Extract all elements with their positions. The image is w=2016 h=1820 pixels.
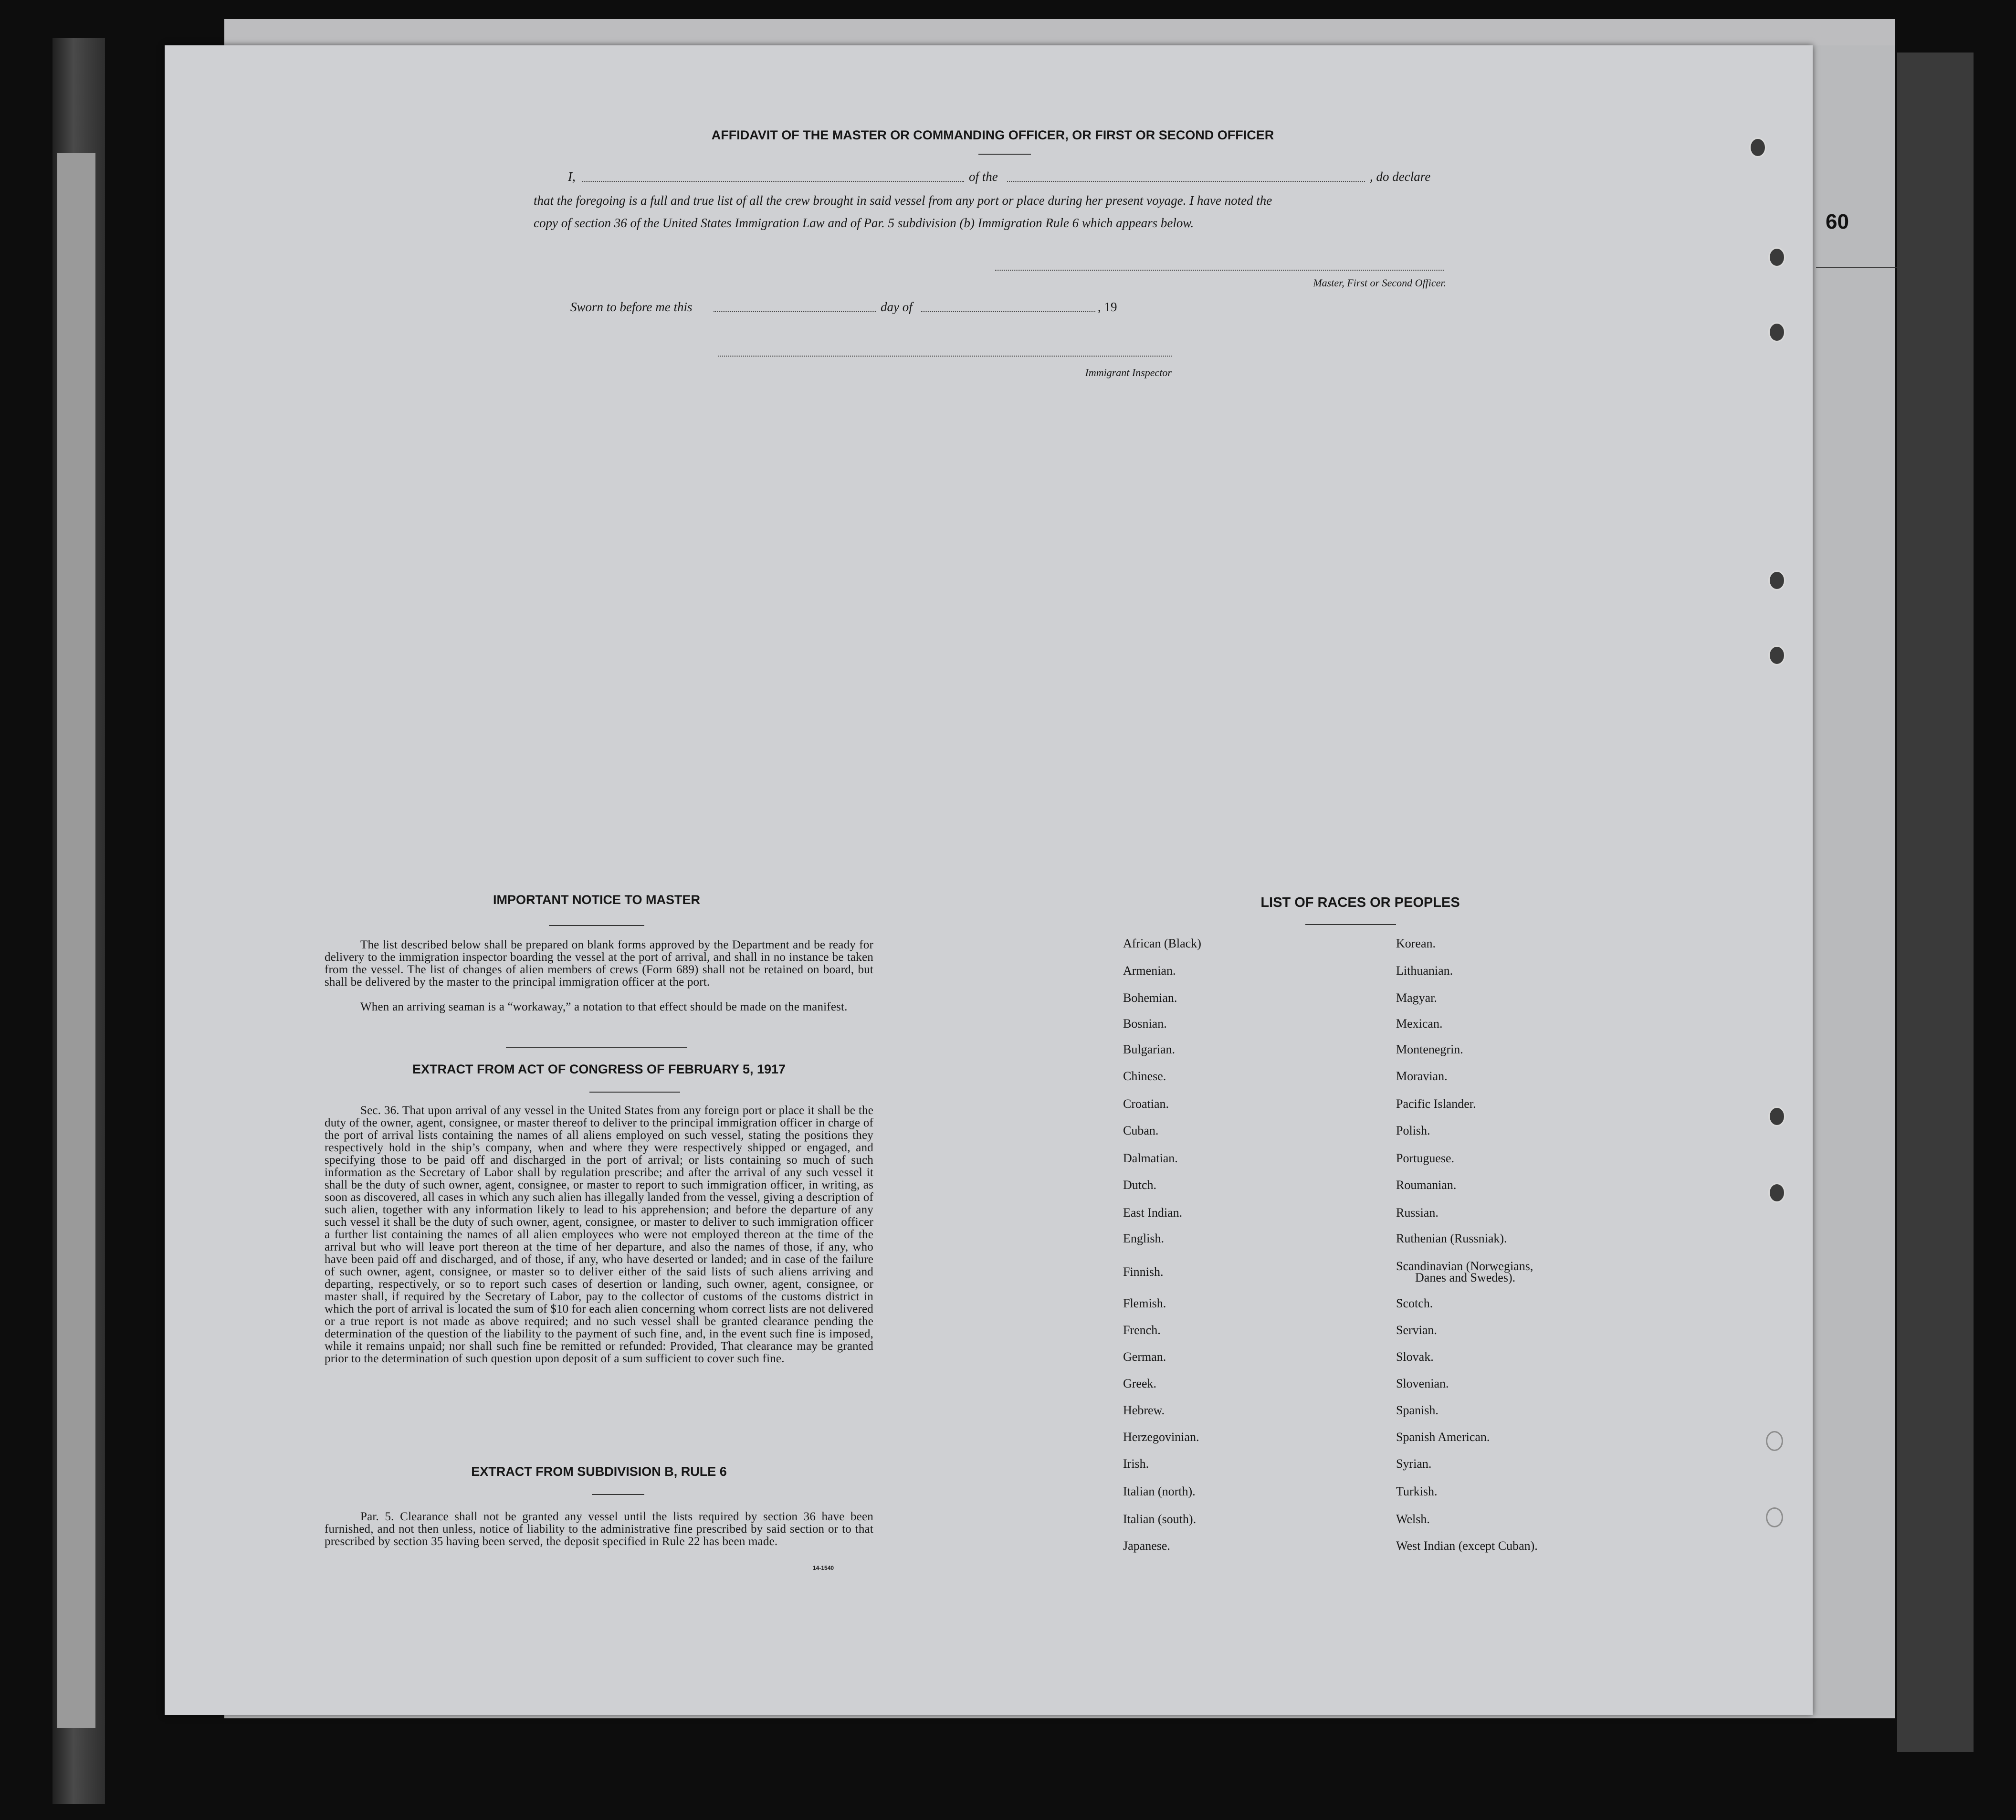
race-item: French.	[1123, 1323, 1161, 1337]
sworn-year: , 19	[1098, 300, 1117, 314]
extract-act-body: Sec. 36. That upon arrival of any vessel in the United States from any foreign port or place it shall be the duty of the owner, agent, consignee, or master thereof to deliver to the principal immigration officer in charge of the port of arrival lists containing the names of all aliens employed on such vessel, stating the positions they respectively hold in the ship’s company, when and where they were respectively shipped or engaged, and specifying those to be paid off and discharged in the port of arrival; or lists containing so much of such information as the Secretary of Labor shall by regulation prescribe; and after the arrival of any such vessel it shall be the duty of such owner, agent, consignee, or master to report to such immigration officer, in writing, as soon as discovered, all cases in which any such alien has illegally landed from the vessel, giving a description of such alien, together with any information likely to lead to his apprehension; and before the departure of any such vessel it shall be the duty of such owner, agent, consignee, or master to deliver to such immigration officer a further list containing the names of all alien employees who were not employed thereon at the time of the arrival but who will leave port thereon at the time of her departure, and also the names of those, if any, who have been paid off and discharged, and of those, if any, who have deserted or landed; and in case of the failure of such owner, agent, consignee, or master so to deliver either of the said lists of such aliens arriving and departing, respectively, or so to report such cases of desertion or landing, such owner, agent, consignee, or master shall, if required by the Secretary of Labor, pay to the collector of customs of the customs district in which the port of arrival is located the sum of $10 for each alien concerning whom correct lists are not delivered or a true report is not made as above required; and no such vessel shall be granted clearance pending the determination of the question of the liability to the payment of such fine, and, in the event such fine is imposed, while it remains unpaid; nor shall such fine be remitted or refunded: Provided, That clearance may be granted prior to the determination of such question upon deposit of a sum sufficient to cover such fine.	[325, 1104, 873, 1365]
page-number: 60	[1826, 210, 1849, 233]
race-item: Korean.	[1396, 936, 1436, 950]
race-item: English.	[1123, 1231, 1164, 1245]
race-item: Scotch.	[1396, 1296, 1433, 1310]
affidavit-line3: copy of section 36 of the United States Immigration Law and of Par. 5 subdivision (b) Immigration Rule 6 which appears below.	[534, 216, 1194, 230]
race-item: Greek.	[1123, 1377, 1157, 1390]
vessel-field[interactable]	[1007, 181, 1365, 182]
signature-caption: Master, First or Second Officer.	[1313, 277, 1446, 289]
race-item: Armenian.	[1123, 964, 1176, 978]
race-item: Bulgarian.	[1123, 1042, 1176, 1056]
race-item: Portuguese.	[1396, 1151, 1455, 1165]
extract-rule-rule	[592, 1494, 644, 1495]
extract-act-rule	[589, 1092, 680, 1093]
affidavit-title: AFFIDAVIT OF THE MASTER OR COMMANDING OFFICER, OR FIRST OR SECOND OFFICER	[711, 128, 1274, 142]
punch-hole	[1768, 570, 1785, 590]
race-item: Scandinavian (Norwegians,	[1396, 1259, 1533, 1273]
race-item: African (Black)	[1123, 936, 1201, 950]
punch-hole	[1749, 137, 1766, 158]
race-item: Chinese.	[1123, 1069, 1166, 1083]
race-item: Cuban.	[1123, 1124, 1159, 1137]
tab-rule	[1816, 267, 1897, 268]
race-item: Dutch.	[1123, 1178, 1157, 1192]
race-item: Servian.	[1396, 1323, 1437, 1337]
sworn-line	[570, 300, 1143, 319]
race-item: Syrian.	[1396, 1457, 1432, 1471]
affidavit-i: I,	[568, 169, 576, 184]
race-item: Flemish.	[1123, 1296, 1166, 1310]
race-item: Bohemian.	[1123, 991, 1177, 1005]
punch-hole	[1768, 1183, 1785, 1203]
race-item: Turkish.	[1396, 1484, 1438, 1498]
name-field[interactable]	[582, 181, 964, 182]
race-item: Bosnian.	[1123, 1017, 1167, 1031]
race-item: Montenegrin.	[1396, 1042, 1463, 1056]
races-title: LIST OF RACES OR PEOPLES	[1260, 895, 1460, 910]
notice-separator	[506, 1047, 687, 1048]
races-title-rule	[1305, 924, 1396, 925]
race-item: Spanish.	[1396, 1403, 1438, 1417]
race-item: West Indian (except Cuban).	[1396, 1539, 1538, 1553]
underlying-page-right	[1809, 45, 1895, 1716]
race-item: Japanese.	[1123, 1539, 1170, 1553]
punch-hole	[1768, 645, 1785, 665]
underlying-page-strip	[57, 153, 95, 1728]
race-item: Mexican.	[1396, 1017, 1443, 1031]
inspector-caption: Immigrant Inspector	[1085, 367, 1172, 379]
sworn-prefix: Sworn to before me this	[570, 300, 693, 314]
race-item: Irish.	[1123, 1457, 1149, 1471]
race-item: Dalmatian.	[1123, 1151, 1178, 1165]
sworn-month-field[interactable]	[921, 311, 1095, 312]
notice-paragraph-2: When an arriving seaman is a “workaway,” a notation to that effect should be made on the manifest.	[360, 1000, 848, 1013]
race-item: Moravian.	[1396, 1069, 1448, 1083]
punch-hole	[1768, 322, 1785, 342]
race-item: Slovak.	[1396, 1350, 1434, 1364]
race-item: Ruthenian (Russniak).	[1396, 1231, 1507, 1245]
race-item: Italian (south).	[1123, 1512, 1197, 1526]
sworn-day-of: day of	[881, 300, 913, 314]
race-item: Croatian.	[1123, 1097, 1169, 1111]
race-item-continuation: Danes and Swedes).	[1415, 1271, 1516, 1284]
races-right-column	[1396, 936, 1701, 1567]
notice-paragraph-1: The list described below shall be prepared on blank forms approved by the Department and be ready for delivery to the immigration inspector boarding the vessel at the port of arrival, and shall in no instance be taken from the vessel. The list of changes of alien members of crews (Form 689) shall not be retained on board, but shall be delivered by the master to the principal immigration officer at the port.	[325, 938, 873, 989]
race-item: Polish.	[1396, 1124, 1430, 1137]
form-number: 14-1540	[813, 1565, 834, 1571]
punch-hole	[1766, 1431, 1783, 1451]
dark-right-margin	[1897, 53, 1974, 1752]
race-item: Magyar.	[1396, 991, 1437, 1005]
race-item: Herzegovinian.	[1123, 1430, 1199, 1444]
signature-field[interactable]	[995, 270, 1444, 271]
notice-title: IMPORTANT NOTICE TO MASTER	[493, 893, 700, 907]
race-item: German.	[1123, 1350, 1166, 1364]
punch-hole	[1766, 1507, 1783, 1527]
race-item: Slovenian.	[1396, 1377, 1449, 1390]
race-item: Lithuanian.	[1396, 964, 1453, 978]
affidavit-line1	[568, 169, 1446, 189]
race-item: Roumanian.	[1396, 1178, 1457, 1192]
extract-act-title: EXTRACT FROM ACT OF CONGRESS OF FEBRUARY 5, 1917	[412, 1062, 786, 1076]
punch-hole	[1768, 1106, 1785, 1126]
notice-title-rule	[549, 925, 644, 926]
race-item: Italian (north).	[1123, 1484, 1196, 1498]
race-item: Spanish American.	[1396, 1430, 1490, 1444]
extract-rule-title: EXTRACT FROM SUBDIVISION B, RULE 6	[471, 1464, 727, 1479]
affidavit-of-the: of the	[969, 169, 998, 184]
affidavit-line2: that the foregoing is a full and true list of all the crew brought in said vessel from any port or place during her present voyage. I have noted the	[534, 193, 1272, 208]
race-item: East Indian.	[1123, 1206, 1183, 1220]
punch-hole	[1768, 247, 1785, 267]
race-item: Russian.	[1396, 1206, 1438, 1220]
sworn-day-field[interactable]	[714, 311, 876, 312]
races-left-column	[1123, 936, 1390, 1567]
affidavit-title-rule	[978, 154, 1031, 155]
race-item: Hebrew.	[1123, 1403, 1165, 1417]
race-item: Finnish.	[1123, 1265, 1164, 1279]
affidavit-declare: , do declare	[1370, 169, 1431, 184]
race-item: Welsh.	[1396, 1512, 1430, 1526]
race-item: Pacific Islander.	[1396, 1097, 1476, 1111]
inspector-signature-field[interactable]	[718, 356, 1172, 357]
extract-rule-body: Par. 5. Clearance shall not be granted any vessel until the lists required by section 36 have been furnished, and not then unless, notice of liability to the administrative fine prescribed by said section or to that prescribed by section 35 having been served, the deposit specified in Rule 22 has been made.	[325, 1510, 873, 1548]
